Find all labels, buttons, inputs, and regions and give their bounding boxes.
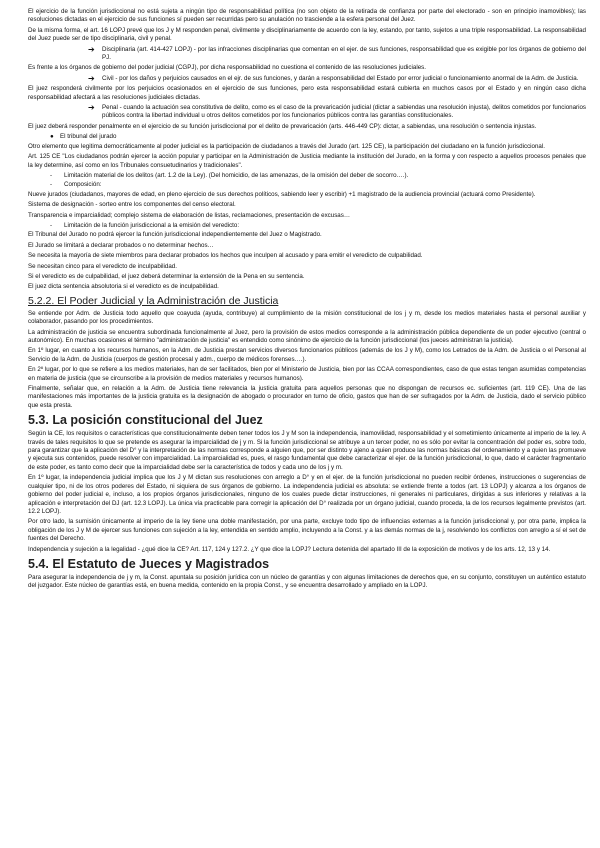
arrow-icon: ➔ [88, 103, 95, 113]
dash-list-item [50, 222, 586, 230]
dash-icon: - [50, 221, 53, 229]
paragraph: En 1º lugar, en cuanto a los recursos humanos, en la Adm. de Justicia prestan servicios diversos funcionarios públicos (además de los J y M), como los Letrados de la Adm. de Justicia o el Personal al Servicio de la Adm. de Justicia (cuerpos de gestión procesal y adm., cuerpo de médicos forenses….). [28, 347, 586, 363]
paragraph: Es frente a los órganos de gobierno del poder judicial (CGPJ), por dicha responsabilidad no cuestiona el contenido de las resoluciones judiciales. [28, 64, 426, 72]
paragraph: Se entiende por Adm. de Justicia todo aquello que coayuda (ayuda, contribuye) al cumplimiento de la misión constitucional de los j y m, desde los medios materiales hasta el personal auxiliar y colaborador, pasando por los procedimientos. [28, 309, 586, 326]
paragraph: El juez deberá responder penalmente en el ejercicio de su función jurisdiccional por el delito de prevaricación (arts. 446-449 CP): dictar, a sabiendas, una resolución o sentencia injustas. [28, 122, 537, 130]
arrow-list-item [88, 46, 586, 63]
section-heading: 5.3. La posición constitucional del Juez [28, 413, 263, 428]
arrow-icon: ➔ [88, 73, 95, 83]
paragraph: En 1º lugar, la independencia judicial implica que los J y M dictan sus resoluciones con arreglo a D° y en el ejer. de la función jurisdiccional no pueden recibir órdenes, instrucciones o sugerencias de cualquier tipo, ni de los otros poderes del Estado, ni siquiera de sus órganos de gobierno. La independencia judicial es absoluta: se extiende frente a todos (art. 13 LOPJ) y alcanza a los órganos de gobierno del poder judicial e, incluso, a los propios órganos jurisdiccionales, ninguno de los cuales puede dictar instrucciones, ni generales ni particulares, dirigidas a sus inferiores y relativas a la aplicación e interpretación del DJ (art. 12.3 LOPJ). La única vía practicable para corregir la aplicación del D° realizada por un órgano judicial, cuando proceda, la de los recursos legalmente previstos (art. 12.2 LOPJ). [28, 474, 586, 515]
bullet-list-item [50, 133, 586, 141]
arrow-list-item [88, 75, 586, 83]
paragraph: Independencia y sujeción a la legalidad - ¿qué dice la CE? Art. 117, 124 y 127.2. ¿Y que dice la LOPJ? Lectura detenida del apartado III de la exposición de motivos y de los arts. 12, 13 y 14. [28, 545, 551, 553]
dash-list-item [50, 181, 586, 189]
dash-item-text: Limitación de la función jurisdiccional a la emisión del veredicto: [64, 221, 240, 229]
arrow-item-text: Civil - por los daños y perjuicios causados en el ejr. de sus funciones, y darán a responsabilidad del Estado por error judicial o funcionamiento anormal de la Adm. de Justicia. [102, 74, 579, 82]
bullet-icon: ● [50, 133, 54, 141]
paragraph: Finalmente, señalar que, en relación a la Adm. de Justicia tiene relevancia la justicia gratuita para aquellos personas que no dispongan de recursos ec. suficientes (art. 119 CE). Una de las manifestaciones más importantes de la justicia gratuita es la designación de abogado o procurador en turno de oficio, gastos que han de ser sufragados por la Adm. de Justicia, dado el servicio público que esta presta. [28, 385, 586, 409]
paragraph: Transparencia e imparcialidad; complejo sistema de elaboración de listas, reclamaciones, presentación de excusas… [28, 211, 351, 219]
paragraph: El juez dicta sentencia absolutoria si el veredicto es de inculpabilidad. [28, 283, 219, 291]
arrow-item-text: Penal - cuando la actuación sea constitutiva de delito, como es el caso de la prevaricación judicial (dictar a sabiendas una resolución injusta), delitos cometidos por funcionarios públicos contra la libertad individual u otros delitos cometidos por los funcionarios públicos contra las garantías constitucionales. [102, 104, 586, 120]
paragraph: En 2º lugar, por lo que se refiere a los medios materiales, han de ser facilitados, bien por el Ministerio de Justicia, bien por las CCAA correspondientes, caso de que estas tengan asumidas competencias en materia de justicia (que se circunscribe a la provisión de medios materiales y recursos humanos). [28, 366, 586, 382]
paragraph: Art. 125 CE "Los ciudadanos podrán ejercer la acción popular y participar en la Administración de Justicia mediante la institución del Jurado, en la forma y con respecto a aquellos procesos penales que la ley determine, así como en los Tribunales consuetudinarios y tradicionales". [28, 153, 586, 169]
section-heading: 5.4. El Estatuto de Jueces y Magistrados [28, 556, 270, 571]
paragraph: Nueve jurados (ciudadanos, mayores de edad, en pleno ejercicio de sus derechos políticos, sabiendo leer y escribir) +1 magistrado de la audiencia provincial (actuará como Presidente). [28, 190, 536, 198]
section-heading: 5.2.2. El Poder Judicial y la Administración de Justicia [28, 294, 279, 307]
arrow-item-text: Disciplinaria (art. 414-427 LOPJ) - por las infracciones disciplinarias que comentan en el ejer. de sus funciones, responsabilidad que es exigible por los órganos de gobierno del PJ. [102, 45, 586, 62]
paragraph: El juez responderá civilmente por los perjuicios ocasionados en el ejercicio de sus funciones, pero esta responsabilidad estará cubierta en muchos casos por el Estado y en ningún caso dicha responsabilidad afectará a las resoluciones judiciales dictadas. [28, 85, 586, 101]
bullet-item-text: El tribunal del jurado [60, 133, 117, 141]
dash-list-item [50, 172, 586, 180]
paragraph: El Tribunal del Jurado no podrá ejercer la función jurisdiccional independientemente del Juez o Magistrado. [28, 231, 322, 239]
paragraph: La administración de justicia se encuentra subordinada funcionalmente al Juez, pero la provisión de estos medios corresponde a la administración pública dependiente de un poder ejecutivo (central o autonómico). En muchas ocasiones el término "administración de justicia" es entendido como sinónimo de ejercicio de la función jurisdiccional (los jueces administran la justicia). [28, 328, 586, 344]
dash-icon: - [50, 181, 53, 189]
paragraph: El Jurado se limitará a declarar probados o no determinar hechos… [28, 241, 214, 249]
paragraph: Por otro lado, la sumisión únicamente al imperio de la ley tiene una doble manifestación, por una parte, excluye todo tipo de influencias externas a la función jurisdiccional y, por otra parte, implica la obligación de los J y M de ejercer sus funciones con sujeción a la ley, entendida en sentido amplio, incluyendo a la Const. y a las demás normas de la j, resolviendo los conflictos con arreglo a sí el set de fuentes del Derecho. [28, 518, 586, 543]
paragraph: Se necesitan cinco para el veredicto de inculpabilidad. [28, 262, 177, 270]
paragraph: El ejercicio de la función jurisdiccional no está sujeta a ningún tipo de responsabilidad política (no son objeto de la retirada de confianza por parte del electorado - son en principio inamovibles); las resoluciones dictadas en el ejercicio de sus funciones sí pueden ser recurridas pero su anulación no trasciende a la esfera personal del Juez. [28, 8, 586, 24]
dash-item-text: Limitación material de los delitos (art. 1.2 de la Ley). (Del homicidio, de las amenazas, de la omisión del deber de socorro….). [64, 171, 409, 179]
paragraph: Sistema de designación - sorteo entre los componentes del censo electoral. [28, 201, 236, 209]
paragraph: De la misma forma, el art. 16 LOPJ prevé que los J y M responden penal, civilmente y disciplinariamente de acuerdo con la ley, estando, por tanto, sujetos a una triple responsabilidad. La responsabilidad del Juez puede ser de tipo disciplinaria, civil y penal. [28, 26, 586, 43]
paragraph: Se necesita la mayoría de siete miembros para declarar probados los hechos que inculpen al acusado y para emitir el veredicto de culpabilidad. [28, 252, 423, 260]
dash-icon: - [50, 171, 53, 179]
arrow-icon: ➔ [88, 44, 95, 54]
paragraph: Según la CE, los requisitos o características que constitucionalmente deben tener todos los J y M son la independencia, inamovilidad, responsabilidad y el sometimiento únicamente al imperio de la ley. A través de tales requisitos lo que se pretende es asegurar la imparcialidad de j y m. Si la función jurisdiccional se atribuye a un tercer poder, no es sólo por evitar la concentración del poder es, sobre todo, para garantizar que la aplicación del D° y la interpretación de las normas corresponde a alguien que, por ser distinto y ajeno a quien produce las normas básicas del ordenamiento y a quien las promueve y ejecuta sus contenidos, puede resolver con imparcialidad. La imparcialidad es, pues, el rasgo fundamental que debe caracterizar el ejer. de la función jurisdiccional, lo que, dado el carácter fragmentario de este poder, es tanto como decir que la imparcialidad debe ser la característica de todos y cada uno de los j y m. [28, 430, 586, 471]
dash-item-text: Composición: [64, 181, 102, 189]
arrow-list-item [88, 104, 586, 121]
paragraph: Si el veredicto es de culpabilidad, el juez deberá determinar la extensión de la Pena en su sentencia. [28, 272, 305, 280]
paragraph: Otro elemento que legitima democráticamente al poder judicial es la participación de ciudadanos a través del Jurado (art. 125 CE), la participación del ciudadano en la función jurisdiccional. [28, 142, 545, 150]
paragraph: Para asegurar la independencia de j y m, la Const. apuntala su posición jurídica con un núcleo de garantías y con algunas limitaciones de derechos que, en su conjunto, constituyen un auténtico estatuto del juzgador. Este núcleo de garantías está, en buena medida, contenido en la propia Const., y se encuentra desarrollado y ampliado en la LOPJ. [28, 573, 586, 590]
